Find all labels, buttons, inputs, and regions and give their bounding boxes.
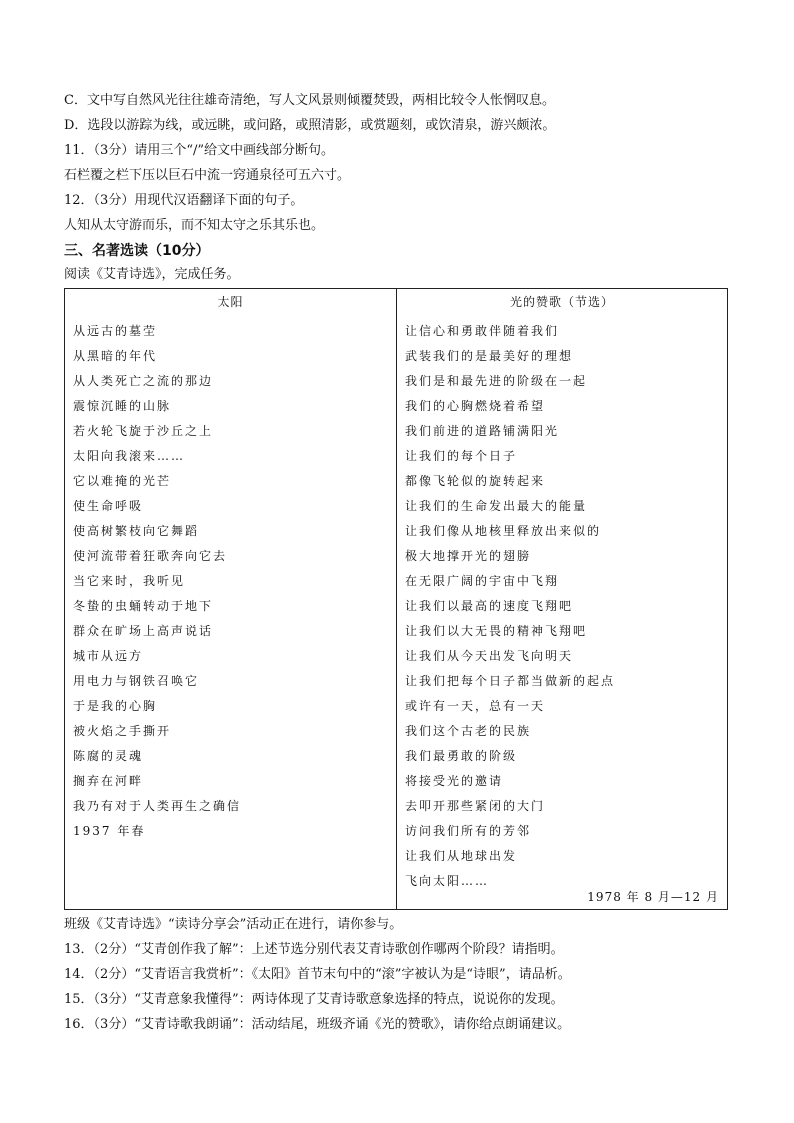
poem-line: 群众在旷场上高声说话 (73, 624, 214, 638)
question-16: 16．（3分）“艾青诗歌我朗诵”：活动结尾，班级齐诵《光的赞歌》，请你给点朗诵建议。 (64, 1017, 571, 1032)
poem-line: 用电力与钢铁召唤它 (73, 674, 200, 688)
poem-line: 让我们以最高的速度飞翔吧 (405, 599, 574, 613)
poem-line: 或许有一天，总有一天 (405, 699, 546, 713)
question-14: 14．（2分）“艾青语言我赏析”：《太阳》首节末句中的“滚”字被认为是“诗眼”，请品析。 (64, 967, 571, 982)
poem-line: 冬蛰的虫蛹转动于地下 (73, 599, 214, 613)
poem-line: 使高树繁枝向它舞蹈 (73, 524, 200, 538)
poem-line: 武装我们的是最美好的理想 (405, 349, 574, 363)
poem-line: 当它来时，我听见 (73, 574, 186, 588)
poem-line: 1937 年春 (73, 824, 146, 838)
poem-left-column (65, 289, 396, 909)
poem-line: 让我们从地球出发 (405, 849, 518, 863)
poem-line: 它以难掩的光芒 (73, 474, 172, 488)
poem-line: 让我们以大无畏的精神飞翔吧 (405, 624, 588, 638)
poem-line: 让我们的生命发出最大的能量 (405, 499, 588, 513)
question-11: 11．（3分）请用三个“/”给文中画线部分断句。 (64, 143, 334, 158)
poem-line: 搁弃在河畔 (73, 774, 144, 788)
poem-line: 城市从远方 (73, 649, 144, 663)
poem-right-date: 1978 年 8 月—12 月 (587, 890, 719, 904)
poem-line: 让我们把每个日子都当做新的起点 (405, 674, 616, 688)
poem-line: 让我们从今天出发飞向明天 (405, 649, 574, 663)
poem-right-column (397, 289, 727, 909)
question-15: 15．（3分）“艾青意象我懂得”：两诗体现了艾青诗歌意象选择的特点，说说你的发现。 (64, 992, 564, 1007)
poem-line: 震惊沉睡的山脉 (73, 399, 172, 413)
poem-line: 都像飞轮似的旋转起来 (405, 474, 546, 488)
poem-line: 于是我的心胸 (73, 699, 158, 713)
poem-line: 访问我们所有的芳邻 (405, 824, 532, 838)
reading-intro: 阅读《艾青诗选》，完成任务。 (64, 267, 240, 282)
poem-line: 使河流带着狂歌奔向它去 (73, 549, 228, 563)
poem-table (64, 288, 728, 910)
poem-line: 飞向太阳…… (405, 874, 490, 888)
question-12: 12．（3分）用现代汉语翻译下面的句子。 (64, 193, 304, 208)
poem-line: 极大地撑开光的翅膀 (405, 549, 532, 563)
poem-line: 从远古的墓茔 (73, 324, 158, 338)
poem-line: 使生命呼吸 (73, 499, 144, 513)
activity-intro: 班级《艾青诗选》“读诗分享会”活动正在进行，请你参与。 (64, 917, 403, 932)
question-11-text: 石栏覆之栏下压以巨石中流一窍通泉径可五六寸。 (64, 168, 351, 183)
poem-line: 被火焰之手撕开 (73, 724, 172, 738)
poem-line: 太阳向我滚来…… (73, 449, 186, 463)
poem-line: 让我们像从地核里释放出来似的 (405, 524, 602, 538)
poem-line: 陈腐的灵魂 (73, 749, 144, 763)
poem-left-title: 太阳 (217, 295, 244, 309)
poem-line: 我乃有对于人类再生之确信 (73, 799, 242, 813)
section-title: 三、名著选读（10分） (64, 243, 210, 259)
poem-line: 在无限广阔的宇宙中飞翔 (405, 574, 560, 588)
option-c: C．文中写自然风光往往雄奇清绝，写人文风景则倾覆焚毁，两相比较令人怅惘叹息。 (64, 93, 555, 108)
question-13: 13．（2分）“艾青创作我了解”：上述节选分别代表艾青诗歌创作哪两个阶段？请指明。 (64, 942, 564, 957)
poem-left-lines (73, 319, 390, 844)
poem-line: 去叩开那些紧闭的大门 (405, 799, 546, 813)
poem-line: 将接受光的邀请 (405, 774, 504, 788)
poem-line: 我们的心胸燃烧着希望 (405, 399, 546, 413)
poem-line: 我们最勇敢的阶级 (405, 749, 518, 763)
poem-line: 若火轮飞旋于沙丘之上 (73, 424, 214, 438)
poem-right-lines (405, 319, 721, 894)
poem-line: 我们是和最先进的阶级在一起 (405, 374, 588, 388)
poem-line: 让信心和勇敢伴随着我们 (405, 324, 560, 338)
poem-right-title: 光的赞歌（节选） (509, 295, 614, 309)
poem-line: 从人类死亡之流的那边 (73, 374, 214, 388)
poem-line: 我们这个古老的民族 (405, 724, 532, 738)
question-12-text: 人知从太守游而乐，而不知太守之乐其乐也。 (64, 218, 325, 233)
poem-line: 从黑暗的年代 (73, 349, 158, 363)
poem-line: 我们前进的道路铺满阳光 (405, 424, 560, 438)
option-d: D．选段以游踪为线，或远眺，或问路，或照清影，或赏题刻，或饮清泉，游兴颇浓。 (64, 118, 556, 133)
poem-line: 让我们的每个日子 (405, 449, 518, 463)
